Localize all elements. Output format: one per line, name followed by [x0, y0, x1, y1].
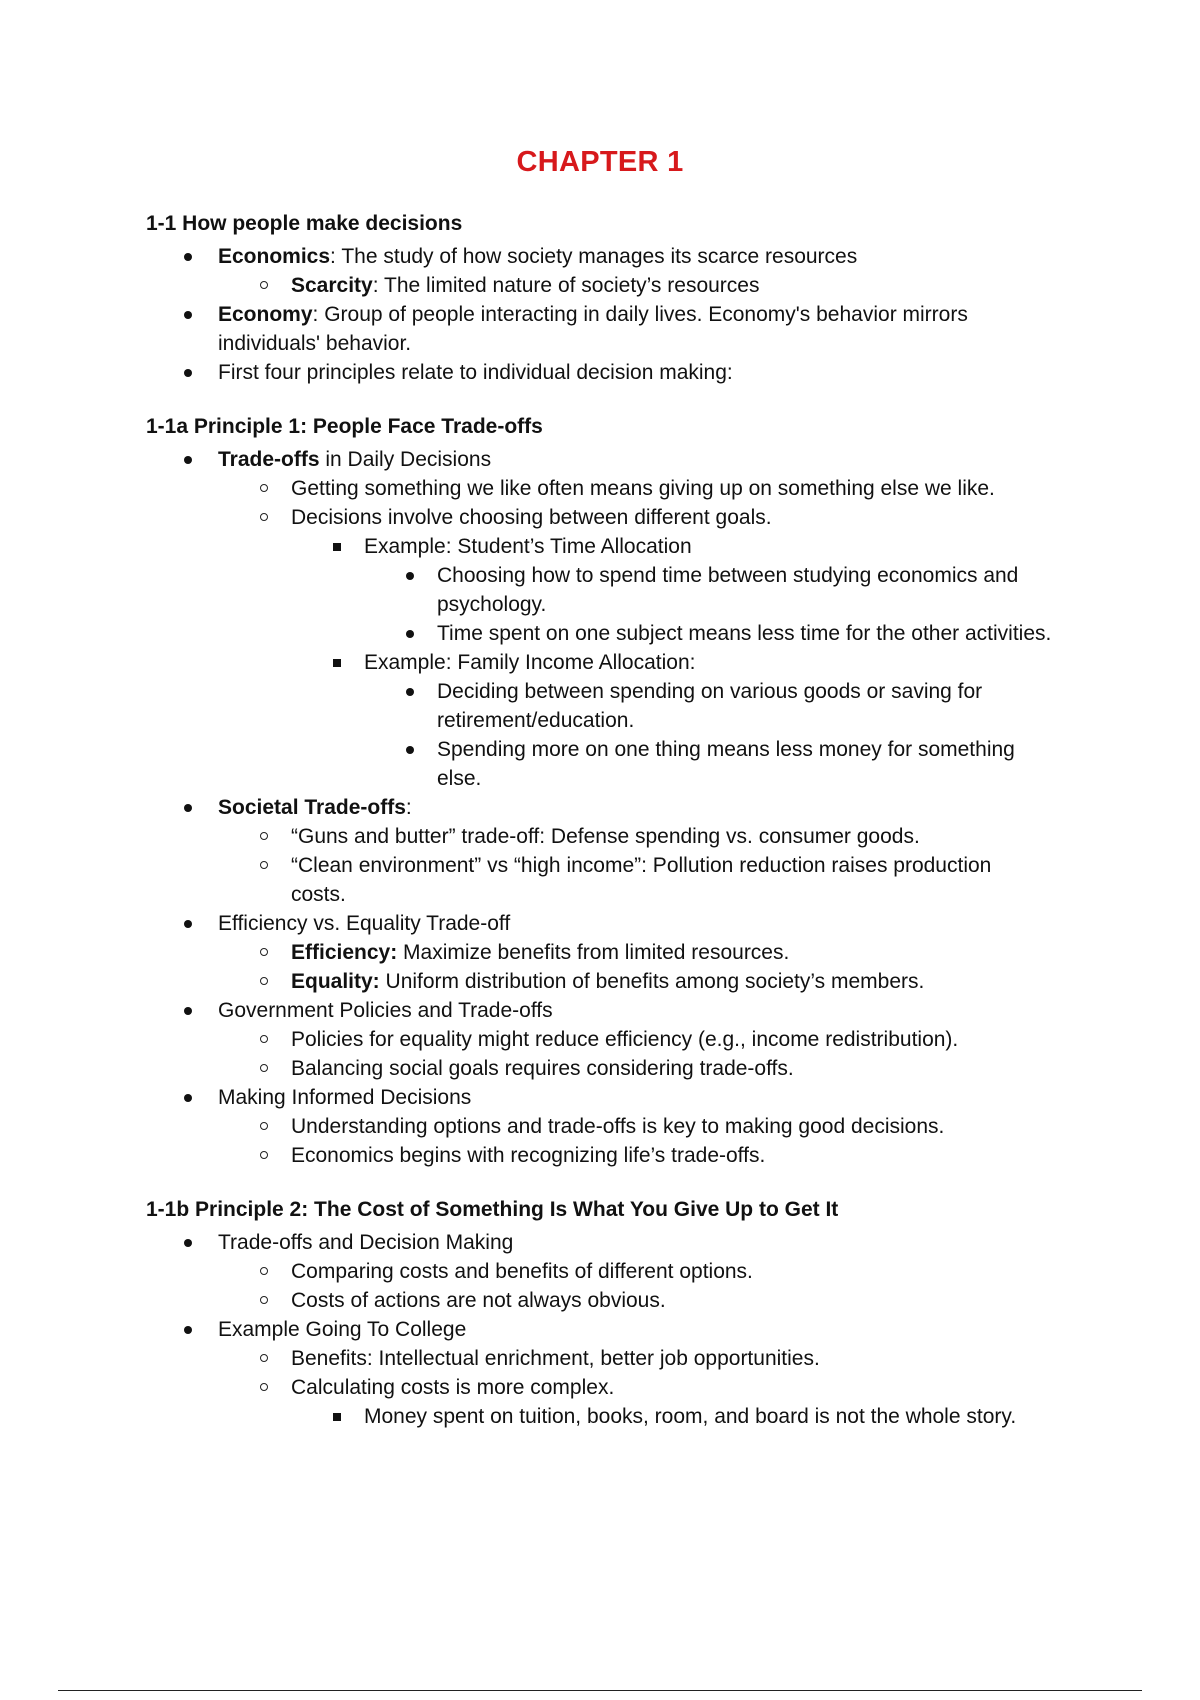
bullet-circle-icon — [260, 1267, 268, 1275]
item-body-text: Example: Family Income Allocation: — [364, 651, 696, 674]
list-item-text — [218, 330, 411, 358]
bullet-disc-icon — [184, 311, 192, 319]
list-item-text — [291, 1026, 958, 1054]
list-item-text — [291, 1287, 666, 1315]
item-body-text: : The study of how society manages its scarce resources — [330, 245, 858, 268]
list-item-text — [291, 939, 789, 967]
list-item-text — [291, 1142, 765, 1170]
item-body-text: Example Going To College — [218, 1318, 467, 1341]
item-body-text: Decisions involve choosing between different goals. — [291, 506, 772, 529]
list-item-text — [218, 997, 553, 1025]
bullet-circle-icon — [260, 1354, 268, 1362]
item-body-text: Deciding between spending on various goods or saving for — [437, 680, 983, 703]
item-body-text: Making Informed Decisions — [218, 1086, 472, 1109]
item-body-text: else. — [437, 767, 482, 790]
list-item-text — [437, 736, 1015, 764]
list-item — [0, 1403, 1200, 1431]
item-body-text: Benefits: Intellectual enrichment, better job opportunities. — [291, 1347, 820, 1370]
bullet-disc-icon — [406, 572, 414, 580]
item-body-text: Uniform distribution of benefits among society’s members. — [379, 970, 925, 993]
list-item — [0, 620, 1200, 648]
section-heading: 1-1b Principle 2: The Cost of Something Is What You Give Up to Get It — [146, 1198, 839, 1221]
list-item-text — [218, 1316, 466, 1344]
bullet-square-icon — [333, 1413, 341, 1421]
bold-term: Trade-offs — [218, 448, 320, 471]
list-item-continuation — [0, 330, 1200, 358]
list-item — [0, 939, 1200, 967]
list-item — [0, 910, 1200, 938]
bullet-disc-icon — [184, 804, 192, 812]
item-body-text: Economics begins with recognizing life’s trade-offs. — [291, 1144, 766, 1167]
list-item — [0, 475, 1200, 503]
bullet-circle-icon — [260, 1296, 268, 1304]
bullet-disc-icon — [184, 253, 192, 261]
item-body-text: Trade-offs and Decision Making — [218, 1231, 514, 1254]
list-item-text — [218, 910, 510, 938]
bullet-circle-icon — [260, 1151, 268, 1159]
bold-term: Efficiency: — [291, 941, 398, 964]
chapter-title: CHAPTER 1 — [516, 146, 684, 178]
item-body-text: Time spent on one subject means less time for the other activities. — [437, 622, 1052, 645]
list-item-text — [291, 504, 772, 532]
item-body-text: in Daily Decisions — [319, 448, 492, 471]
list-item — [0, 1142, 1200, 1170]
item-body-text: Comparing costs and benefits of different options. — [291, 1260, 753, 1283]
item-body-text: Spending more on one thing means less money for something — [437, 738, 1015, 761]
list-item — [0, 359, 1200, 387]
list-item-text — [291, 1345, 820, 1373]
list-item — [0, 446, 1200, 474]
list-item — [0, 852, 1200, 880]
list-item — [0, 997, 1200, 1025]
item-body-text: Understanding options and trade-offs is key to making good decisions. — [291, 1115, 945, 1138]
bullet-circle-icon — [260, 977, 268, 985]
list-item — [0, 1374, 1200, 1402]
item-body-text: Balancing social goals requires considering trade-offs. — [291, 1057, 794, 1080]
list-item — [0, 1258, 1200, 1286]
list-item-text — [291, 968, 924, 996]
bullet-circle-icon — [260, 513, 268, 521]
list-item-text — [437, 678, 982, 706]
list-item-text — [218, 1229, 513, 1257]
bullet-disc-icon — [184, 456, 192, 464]
list-item — [0, 649, 1200, 677]
item-body-text: Calculating costs is more complex. — [291, 1376, 615, 1399]
list-item-text — [218, 301, 968, 329]
bullet-disc-icon — [406, 688, 414, 696]
list-item-text — [291, 272, 759, 300]
list-item-text — [437, 707, 634, 735]
list-item — [0, 1287, 1200, 1315]
bullet-circle-icon — [260, 281, 268, 289]
bullet-square-icon — [333, 659, 341, 667]
list-item-text — [291, 881, 346, 909]
bullet-disc-icon — [184, 1239, 192, 1247]
list-item-text — [218, 243, 857, 271]
list-item-text — [291, 1374, 614, 1402]
bullet-disc-icon — [184, 369, 192, 377]
list-item-text — [218, 1084, 471, 1112]
bold-term: Economics — [218, 245, 331, 268]
item-body-text: costs. — [291, 883, 346, 906]
list-item-text — [437, 591, 546, 619]
bold-term: Equality: — [291, 970, 380, 993]
list-item — [0, 243, 1200, 271]
list-item-text — [437, 765, 481, 793]
list-item — [0, 301, 1200, 329]
item-body-text: Government Policies and Trade-offs — [218, 999, 553, 1022]
bullet-disc-icon — [184, 1007, 192, 1015]
bullet-circle-icon — [260, 1035, 268, 1043]
list-item-text — [437, 562, 1018, 590]
item-body-text: “Guns and butter” trade-off: Defense spending vs. consumer goods. — [291, 825, 920, 848]
bullet-circle-icon — [260, 948, 268, 956]
bullet-disc-icon — [184, 1326, 192, 1334]
list-item — [0, 794, 1200, 822]
bold-term: Economy — [218, 303, 313, 326]
list-item — [0, 1345, 1200, 1373]
list-item — [0, 272, 1200, 300]
list-item-text — [218, 359, 733, 387]
bold-term: Societal Trade-offs — [218, 796, 406, 819]
list-item — [0, 1026, 1200, 1054]
item-body-text: Getting something we like often means giving up on something else we like. — [291, 477, 995, 500]
list-item-text — [291, 1258, 753, 1286]
bullet-circle-icon — [260, 861, 268, 869]
list-item — [0, 533, 1200, 561]
item-body-text: psychology. — [437, 593, 547, 616]
bullet-circle-icon — [260, 1383, 268, 1391]
list-item — [0, 1113, 1200, 1141]
item-body-text: : — [405, 796, 412, 819]
list-item-text — [291, 852, 991, 880]
item-body-text: Example: Student’s Time Allocation — [364, 535, 692, 558]
bullet-disc-icon — [184, 1094, 192, 1102]
list-item — [0, 562, 1200, 590]
bullet-disc-icon — [184, 920, 192, 928]
list-item-text — [291, 1113, 944, 1141]
bold-term: Scarcity — [291, 274, 373, 297]
list-item-text — [291, 475, 995, 503]
list-item — [0, 504, 1200, 532]
item-body-text: Maximize benefits from limited resources. — [397, 941, 790, 964]
item-body-text: : The limited nature of society’s resources — [372, 274, 760, 297]
list-item-text — [218, 446, 491, 474]
list-item-text — [218, 794, 412, 822]
list-item-text — [364, 533, 692, 561]
list-item-continuation — [0, 881, 1200, 909]
list-item-continuation — [0, 707, 1200, 735]
item-body-text: Choosing how to spend time between studying economics and — [437, 564, 1019, 587]
list-item-text — [364, 1403, 1016, 1431]
list-item-continuation — [0, 765, 1200, 793]
list-item — [0, 1316, 1200, 1344]
list-item-text — [291, 823, 920, 851]
list-item-continuation — [0, 591, 1200, 619]
item-body-text: retirement/education. — [437, 709, 635, 732]
bullet-circle-icon — [260, 1122, 268, 1130]
bullet-disc-icon — [406, 746, 414, 754]
item-body-text: Costs of actions are not always obvious. — [291, 1289, 666, 1312]
list-item — [0, 1055, 1200, 1083]
footer-rule — [58, 1690, 1142, 1691]
list-item — [0, 1229, 1200, 1257]
item-body-text: Efficiency vs. Equality Trade-off — [218, 912, 511, 935]
bullet-square-icon — [333, 543, 341, 551]
list-item-text — [437, 620, 1051, 648]
list-item-text — [291, 1055, 794, 1083]
list-item — [0, 678, 1200, 706]
item-body-text: individuals' behavior. — [218, 332, 412, 355]
bullet-circle-icon — [260, 484, 268, 492]
list-item — [0, 1084, 1200, 1112]
bullet-circle-icon — [260, 832, 268, 840]
bullet-disc-icon — [406, 630, 414, 638]
item-body-text: First four principles relate to individual decision making: — [218, 361, 733, 384]
bullet-circle-icon — [260, 1064, 268, 1072]
list-item — [0, 823, 1200, 851]
list-item-text — [364, 649, 695, 677]
section-heading: 1-1a Principle 1: People Face Trade-offs — [146, 415, 543, 438]
list-item — [0, 968, 1200, 996]
item-body-text: Policies for equality might reduce efficiency (e.g., income redistribution). — [291, 1028, 959, 1051]
section-heading: 1-1 How people make decisions — [146, 212, 463, 235]
item-body-text: Money spent on tuition, books, room, and board is not the whole story. — [364, 1405, 1017, 1428]
item-body-text: “Clean environment” vs “high income”: Pollution reduction raises production — [291, 854, 992, 877]
item-body-text: : Group of people interacting in daily lives. Economy's behavior mirrors — [312, 303, 968, 326]
list-item — [0, 736, 1200, 764]
